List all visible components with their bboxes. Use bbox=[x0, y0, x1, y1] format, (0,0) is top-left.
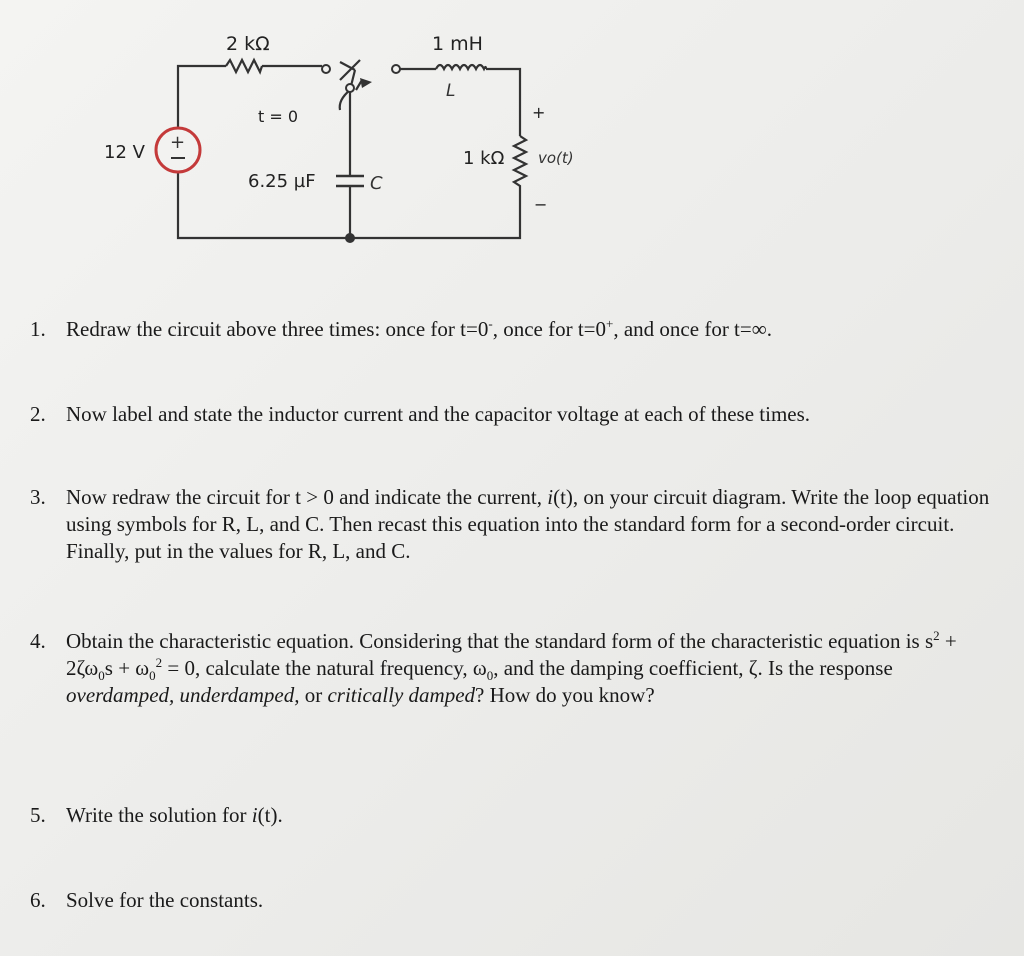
resistor-2k bbox=[226, 60, 262, 72]
question-5-text: Write the solution for i(t). bbox=[66, 803, 283, 827]
source-plus: + bbox=[170, 132, 186, 153]
question-5 bbox=[30, 802, 990, 829]
question-5-number: 5. bbox=[30, 803, 46, 827]
question-3-number: 3. bbox=[30, 485, 46, 509]
switch-arrow-head bbox=[360, 78, 372, 88]
switch-label: t = 0 bbox=[258, 107, 299, 126]
vo-minus: − bbox=[534, 195, 548, 214]
question-6-number: 6. bbox=[30, 888, 46, 912]
switch-pivot bbox=[346, 84, 354, 92]
question-1 bbox=[30, 316, 990, 343]
question-2-text: Now label and state the inductor current and the capacitor voltage at each of these times. bbox=[66, 402, 811, 426]
question-6-text: Solve for the constants. bbox=[66, 888, 264, 912]
junction-dot bbox=[345, 233, 355, 243]
handwritten-c: C bbox=[370, 173, 383, 194]
question-4-text: Obtain the characteristic equation. Considering that the standard form of the characteristic equation is $s^2 + 2\zeta\omega_0s + \omega_0^2 = 0$, calculate the natural frequency, $\omega_0$, and the damping coefficient, ζ. Is the response overdamped, underdamped, or critically damped? How do you know? bbox=[66, 628, 957, 707]
switch-arc-left bbox=[340, 90, 350, 110]
question-4 bbox=[30, 628, 990, 709]
question-2-number: 2. bbox=[30, 402, 46, 426]
resistor-1k bbox=[514, 136, 526, 196]
question-1-text: Redraw the circuit above three times: once for t=0-, once for t=0+, and once for t=∞. bbox=[66, 316, 772, 341]
r2-label: 1 kΩ bbox=[463, 148, 505, 169]
vo-label: vo(t) bbox=[538, 149, 574, 167]
question-6 bbox=[30, 887, 990, 914]
wire-left-top bbox=[178, 66, 226, 128]
question-4-number: 4. bbox=[30, 629, 46, 653]
source-label: 12 V bbox=[104, 142, 145, 163]
handwritten-l: L bbox=[446, 81, 456, 101]
question-1-number: 1. bbox=[30, 317, 46, 341]
question-3 bbox=[30, 484, 990, 565]
cap-label: 6.25 µF bbox=[248, 171, 316, 192]
vo-plus: + bbox=[532, 103, 546, 122]
wire-right-top bbox=[486, 69, 520, 136]
switch-terminal-a bbox=[322, 65, 330, 73]
l1-label: 1 mH bbox=[432, 33, 483, 55]
inductor-1mh bbox=[436, 65, 486, 69]
question-3-text: Now redraw the circuit for t > 0 and indicate the current, i(t), on your circuit diagram. Write the loop equation using symbols for R, L, and C. Then recast this equation into the standard form for a second-order circuit. Finally, put in the values for R, L, and C. bbox=[66, 485, 990, 563]
switch-terminal-b bbox=[392, 65, 400, 73]
circuit-diagram bbox=[0, 0, 1024, 300]
r1-label: 2 kΩ bbox=[226, 33, 270, 55]
question-2 bbox=[30, 401, 990, 428]
